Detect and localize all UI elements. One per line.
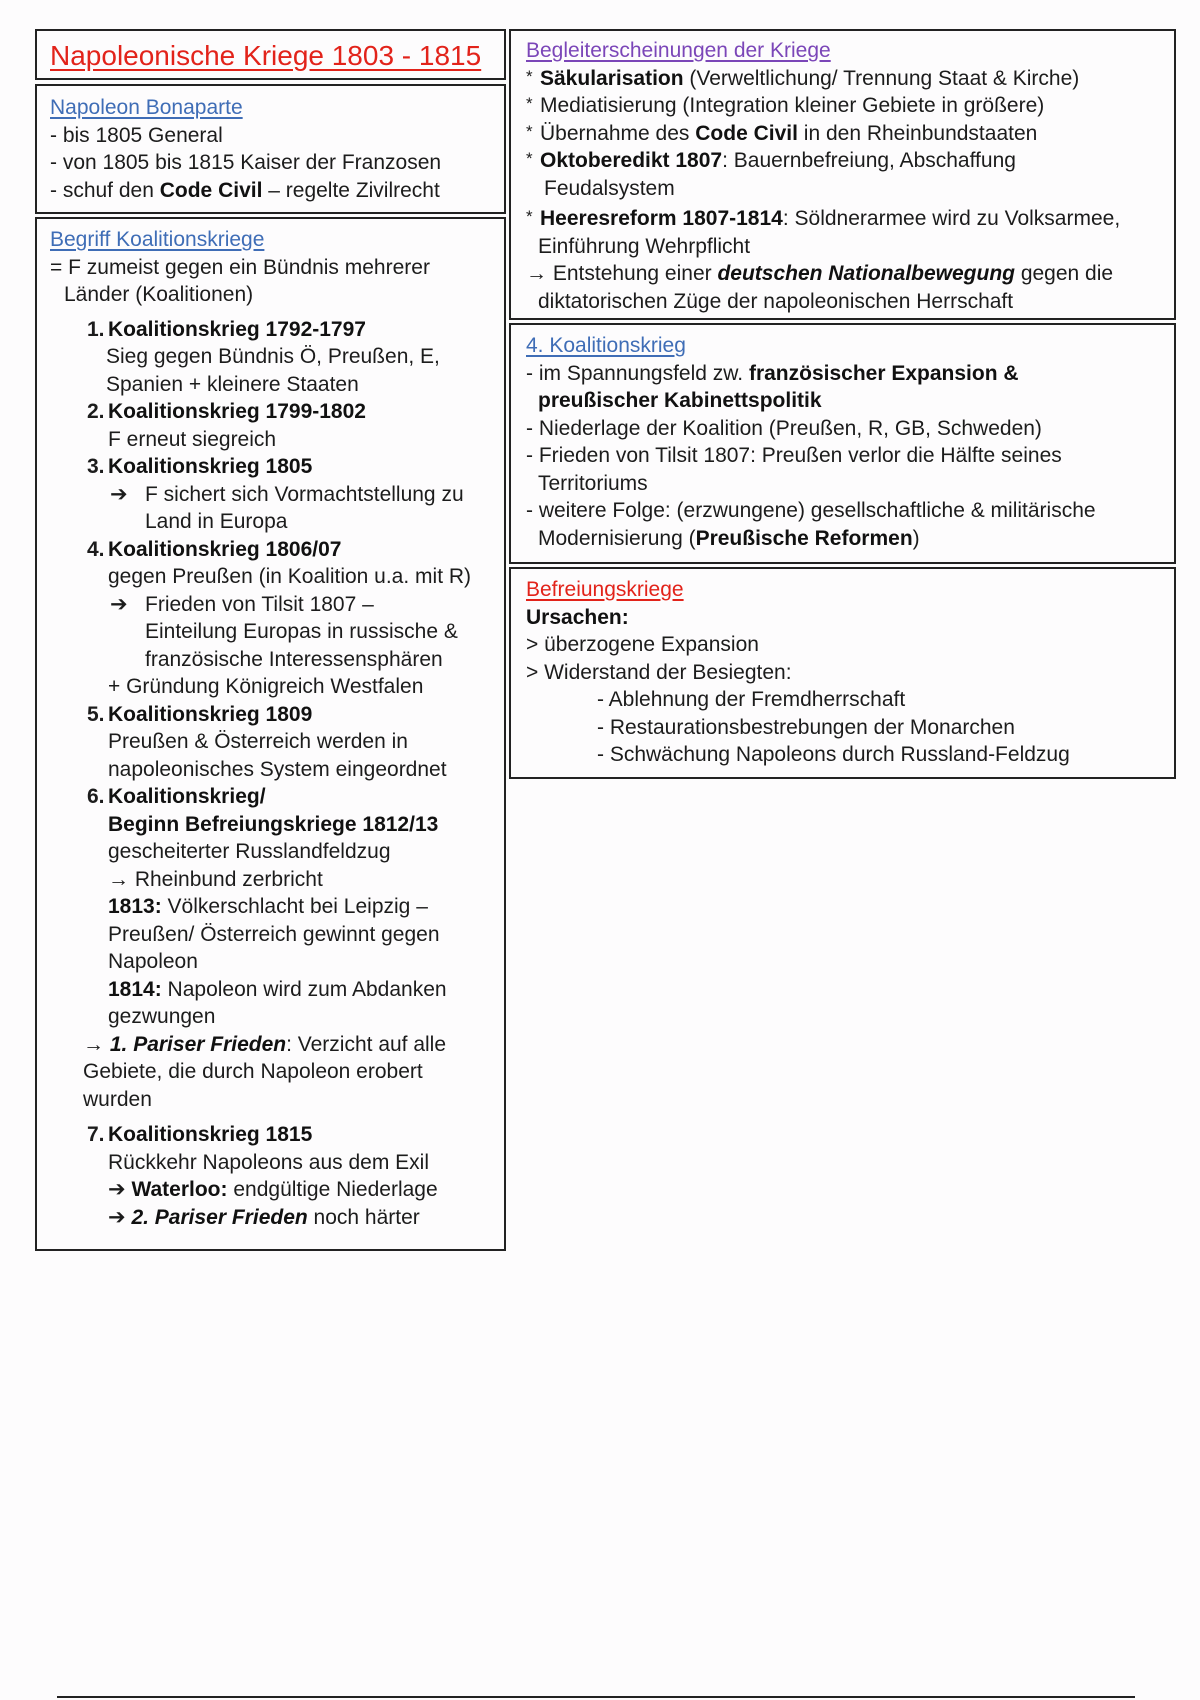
- k4-spannungsfeld-continuation: preußischer Kabinettspolitik: [538, 389, 822, 412]
- bullet-icon: *: [526, 121, 533, 141]
- koalitionskrieg-4-heading: 4. Koalitionskrieg: [526, 334, 686, 357]
- koalitionskrieg-4-title: Koalitionskrieg 1806/07: [108, 537, 342, 561]
- title-box: [35, 29, 506, 80]
- begleit-nationalbewegung-continuation: diktatorischen Züge der napoleonischen Herrschaft: [538, 289, 1014, 313]
- koalitionskrieg-5: [50, 701, 504, 784]
- k4-tilsit-continuation: Territoriums: [538, 471, 648, 495]
- koalitionskrieg-4: [50, 536, 504, 701]
- footer-divider: [57, 1696, 1135, 1698]
- begleit-item-continuation: Feudalsystem: [544, 176, 675, 200]
- arrow-text: Frieden von Tilsit 1807 –: [145, 592, 374, 616]
- list-number: 3.: [87, 455, 105, 478]
- koalitionskrieg-7: [50, 1121, 504, 1231]
- koalitionskrieg-7-text: Rückkehr Napoleons aus dem Exil: [108, 1150, 429, 1174]
- napoleon-line-general: - bis 1805 General: [50, 123, 223, 147]
- k4-niederlage: - Niederlage der Koalition (Preußen, R, GB, Schweden): [526, 416, 1042, 440]
- arrow-text: französische Interessensphären: [145, 647, 443, 671]
- k4-spannungsfeld: - im Spannungsfeld zw. französischer Expansion &: [526, 361, 1019, 385]
- list-number: 4.: [87, 537, 105, 561]
- pariser-frieden-1-line: → 1. Pariser Frieden: Verzicht auf alle: [83, 1032, 447, 1056]
- koalitionskrieg-6-text: gescheiterter Russlandfeldzug: [108, 840, 391, 863]
- napoleon-line-code-civil: - schuf den Code Civil – regelte Zivilrecht: [50, 178, 440, 202]
- koalitionskrieg-4-arrow-item: [110, 591, 504, 674]
- widerstand-item: - Restaurationsbestrebungen der Monarchen: [597, 715, 1015, 739]
- koalitionskrieg-3-title: Koalitionskrieg 1805: [108, 455, 313, 478]
- begleit-nationalbewegung: → Entstehung einer deutschen Nationalbewegung gegen die: [526, 262, 1114, 285]
- k4-folge-continuation: Modernisierung (Preußische Reformen): [538, 526, 920, 550]
- k4-folge: - weitere Folge: (erzwungene) gesellschaftliche & militärische: [526, 499, 1096, 522]
- begleiterscheinungen-heading: Begleiterscheinungen der Kriege: [526, 39, 831, 62]
- arrow-icon: ➔: [108, 1205, 126, 1229]
- arrow-text: Einteilung Europas in russische &: [145, 620, 458, 643]
- list-number: 5.: [87, 702, 105, 726]
- koalitionskrieg-6-title: Koalitionskrieg/: [108, 785, 266, 808]
- befreiungskriege-section: [509, 567, 1176, 779]
- koalitionskrieg-1: [50, 316, 504, 399]
- begleit-item-continuation: Einführung Wehrpflicht: [538, 234, 751, 258]
- napoleon-heading: Napoleon Bonaparte: [50, 96, 243, 119]
- koalitionskrieg-6-text: 1814: Napoleon wird zum Abdanken: [108, 977, 447, 1001]
- koalitionskrieg-6-title-2: Beginn Befreiungskriege 1812/13: [108, 812, 439, 836]
- list-number: 6.: [87, 785, 105, 808]
- begriff-section: [35, 217, 506, 1251]
- pariser-frieden-1-line: Gebiete, die durch Napoleon erobert: [83, 1060, 423, 1083]
- koalitionskrieg-6-text: gezwungen: [108, 1005, 216, 1028]
- koalitionskrieg-6-text: → Rheinbund zerbricht: [108, 867, 323, 891]
- koalitionskrieg-6-text: 1813: Völkerschlacht bei Leipzig –: [108, 895, 428, 918]
- befreiungskriege-heading: Befreiungskriege: [526, 578, 684, 601]
- arrow-text: F sichert sich Vormachtstellung zu: [145, 482, 464, 506]
- begriff-heading: Begriff Koalitionskriege: [50, 228, 265, 251]
- begleiterscheinungen-section: [509, 29, 1176, 320]
- arrow-icon: →: [83, 1032, 104, 1056]
- koalitionskrieg-5-title: Koalitionskrieg 1809: [108, 702, 313, 726]
- pariser-frieden-1: [83, 1031, 504, 1114]
- koalitionskrieg-5-text: Preußen & Österreich werden in: [108, 730, 408, 753]
- pariser-frieden-1-line: wurden: [83, 1087, 152, 1111]
- page-title: Napoleonische Kriege 1803 - 1815: [50, 40, 482, 71]
- bullet-icon: *: [526, 207, 533, 226]
- list-number: 7.: [87, 1123, 105, 1146]
- koalitionskrieg-3-arrow-item: [110, 481, 504, 536]
- koalitionskrieg-4-text: gegen Preußen (in Koalition u.a. mit R): [108, 565, 472, 588]
- bullet-icon: *: [526, 94, 533, 113]
- begriff-definition-2: Länder (Koalitionen): [64, 283, 254, 306]
- napoleon-line-kaiser: - von 1805 bis 1815 Kaiser der Franzosen: [50, 151, 442, 174]
- koalitionskrieg-1-text: Sieg gegen Bündnis Ö, Preußen, E,: [106, 345, 440, 368]
- begleit-item: * Heeresreform 1807-1814: Söldnerarmee wird zu Volksarmee, Einführung Wehrpflicht: [526, 205, 1174, 260]
- bullet-icon: *: [526, 66, 533, 86]
- widerstand-item: - Schwächung Napoleons durch Russland-Feldzug: [597, 743, 1070, 766]
- koalitionskrieg-5-text: napoleonisches System eingeordnet: [108, 757, 447, 781]
- ursache-item: > überzogene Expansion: [526, 633, 759, 656]
- begleit-item: * Übernahme des Code Civil in den Rheinbundstaaten: [526, 120, 1174, 148]
- koalitionskrieg-2: [50, 398, 504, 453]
- list-number: 2.: [87, 400, 105, 423]
- ursache-item: > Widerstand der Besiegten:: [526, 660, 792, 684]
- list-number: 1.: [87, 317, 105, 341]
- koalitionskrieg-1-title: Koalitionskrieg 1792-1797: [108, 317, 366, 341]
- koalitionskrieg-6: [50, 783, 504, 1031]
- koalitionskrieg-7-title: Koalitionskrieg 1815: [108, 1123, 313, 1146]
- ursachen-label: Ursachen:: [526, 605, 629, 629]
- koalitionskrieg-6-text: Napoleon: [108, 950, 198, 973]
- k4-tilsit: - Frieden von Tilsit 1807: Preußen verlor die Hälfte seines: [526, 444, 1062, 467]
- koalitionskrieg-2-text: F erneut siegreich: [108, 427, 277, 451]
- napoleon-section: [35, 84, 506, 214]
- koalitionskrieg-4-text: + Gründung Königreich Westfalen: [108, 675, 424, 698]
- begleit-item: * Oktoberedikt 1807: Bauernbefreiung, Abschaffung Feudalsystem: [526, 147, 1174, 202]
- bullet-icon: *: [526, 149, 533, 168]
- koalitionskrieg-4-section: [509, 323, 1176, 564]
- widerstand-item: - Ablehnung der Fremdherrschaft: [597, 688, 906, 711]
- arrow-icon: ➔: [108, 1178, 126, 1201]
- begleit-item: * Mediatisierung (Integration kleiner Gebiete in größere): [526, 92, 1174, 120]
- koalitionskrieg-2-title: Koalitionskrieg 1799-1802: [108, 400, 366, 423]
- begleit-item: * Säkularisation (Verweltlichung/ Trennung Staat & Kirche): [526, 65, 1174, 93]
- koalitionskrieg-6-text: Preußen/ Österreich gewinnt gegen: [108, 922, 440, 946]
- arrow-icon: ➔: [110, 482, 128, 506]
- koalitionskrieg-7-pariser-2: ➔ 2. Pariser Frieden noch härter: [108, 1205, 420, 1229]
- koalitionskrieg-3: [50, 453, 504, 536]
- koalitionskrieg-7-waterloo: ➔ Waterloo: endgültige Niederlage: [108, 1178, 438, 1201]
- arrow-text: Land in Europa: [145, 510, 288, 533]
- arrow-icon: ➔: [110, 592, 128, 616]
- begriff-definition-1: = F zumeist gegen ein Bündnis mehrerer: [50, 255, 430, 279]
- koalitionskrieg-1-text: Spanien + kleinere Staaten: [106, 372, 359, 396]
